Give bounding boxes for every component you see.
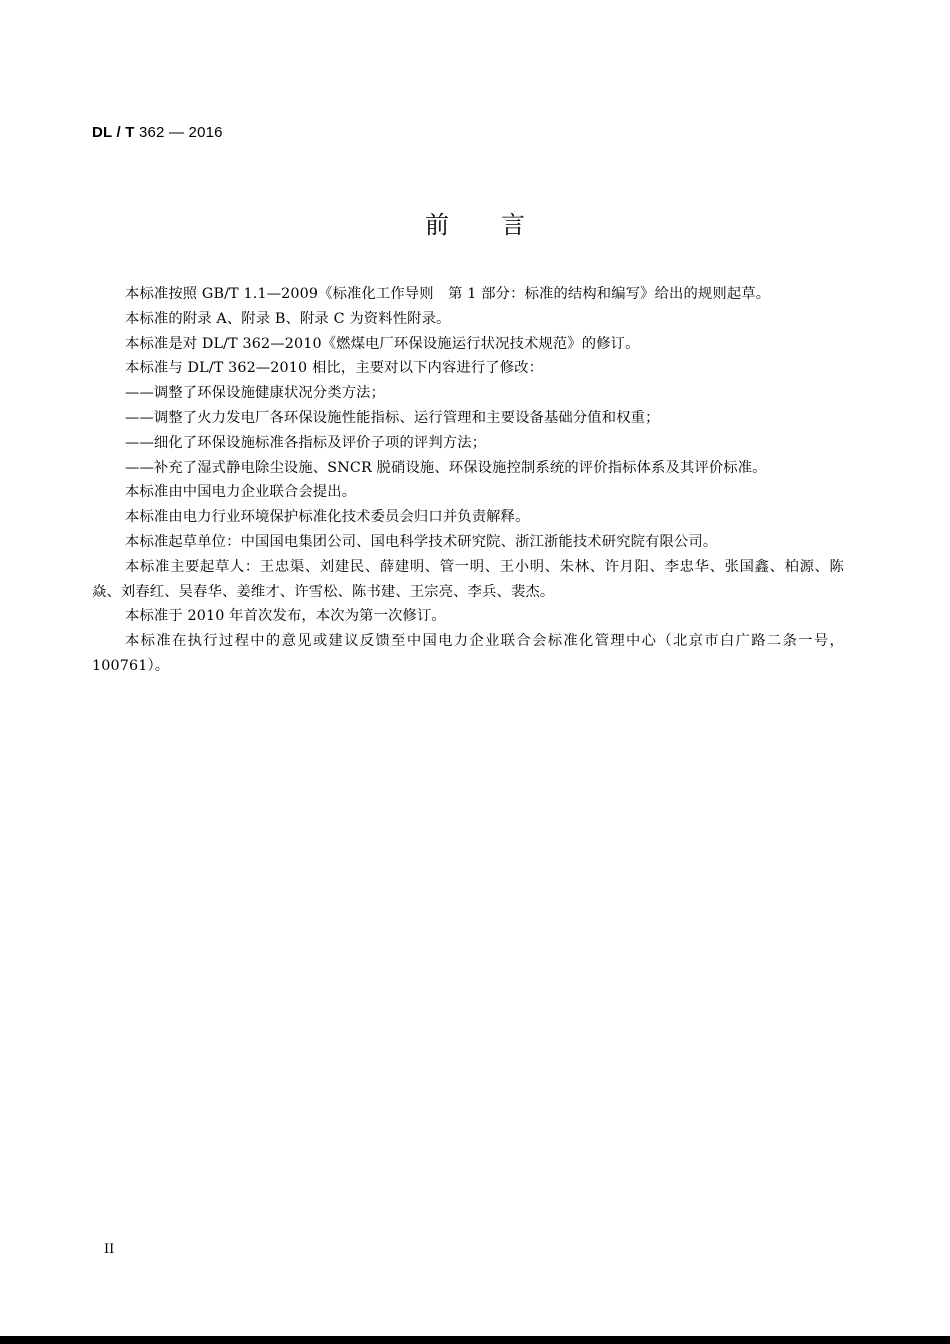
change-item: ——调整了火力发电厂各环保设施性能指标、运行管理和主要设备基础分值和权重； bbox=[125, 409, 660, 426]
change-item: ——细化了环保设施标准各指标及评价子项的评判方法； bbox=[125, 434, 487, 451]
page-number: II bbox=[104, 1242, 115, 1257]
paragraph-proposer: 本标准由中国电力企业联合会提出。 bbox=[125, 484, 357, 501]
standard-number: 362 — 2016 bbox=[138, 124, 223, 141]
standard-code: DL / T bbox=[92, 124, 135, 141]
page-title: 前言 bbox=[425, 211, 577, 239]
foreword-body bbox=[92, 282, 844, 679]
paragraph-feedback: 本标准在执行过程中的意见或建议反馈至中国电力企业联合会标准化管理中心（北京市白广路二条一号，100761）。 bbox=[92, 633, 844, 674]
page-header bbox=[92, 124, 223, 141]
bottom-divider bbox=[0, 1336, 950, 1344]
paragraph-changes-intro: 本标准与 DL/T 362—2010 相比，主要对以下内容进行了修改： bbox=[125, 360, 544, 377]
paragraph-drafters: 本标准主要起草人：王忠渠、刘建民、薛建明、管一明、王小明、朱林、许月阳、李忠华、张国鑫、柏源、陈焱、刘春红、吴春华、姜维才、许雪松、陈书建、王宗亮、李兵、裴杰。 bbox=[92, 558, 844, 600]
paragraph-appendices: 本标准的附录 A、附录 B、附录 C 为资料性附录。 bbox=[125, 310, 451, 327]
paragraph-drafting-units: 本标准起草单位：中国国电集团公司、国电科学技术研究院、浙江浙能技术研究院有限公司。 bbox=[125, 533, 718, 550]
paragraph-committee: 本标准由电力行业环境保护标准化技术委员会归口并负责解释。 bbox=[125, 509, 530, 526]
paragraph-revision: 本标准是对 DL/T 362—2010《燃煤电厂环保设施运行状况技术规范》的修订。 bbox=[125, 335, 640, 352]
change-item: ——调整了环保设施健康状况分类方法； bbox=[125, 385, 386, 402]
paragraph-history: 本标准于 2010 年首次发布，本次为第一次修订。 bbox=[125, 608, 446, 625]
change-item: ——补充了湿式静电除尘设施、SNCR 脱硝设施、环保设施控制系统的评价指标体系及其评价标准。 bbox=[125, 459, 767, 476]
paragraph-drafting-rules: 本标准按照 GB/T 1.1—2009《标准化工作导则 第 1 部分：标准的结构和编写》给出的规则起草。 bbox=[125, 286, 771, 302]
